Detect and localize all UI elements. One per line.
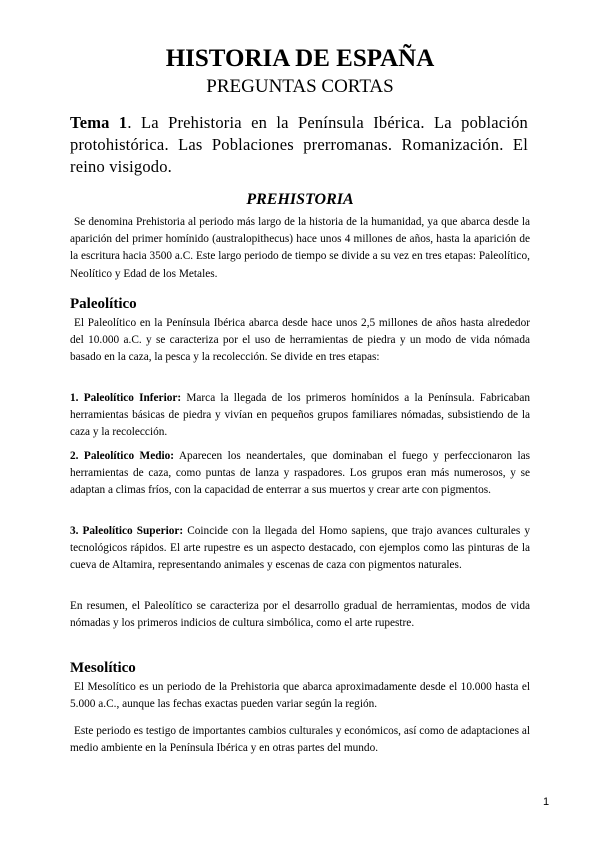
mesolitico-paragraph-1: El Mesolítico es un periodo de la Prehistoria que abarca aproximadamente desde el 10.000 hasta el 5.000 a.C., aunque las fechas exactas pueden variar según la región. (70, 681, 530, 711)
intro-paragraph: Se denomina Prehistoria al periodo más largo de la historia de la humanidad, ya que abarca desde la aparición del primer homínido (australopithecus) hace unos 4 millones de años, hasta la aparición de la escritura hacia 3500 a.C. Este largo periodo de tiempo se divide a su vez en tres etapas: Paleolítico, Neolítico y Edad de los Metales. (70, 216, 530, 280)
mesolitico-heading: Mesolítico (70, 660, 136, 676)
inferior-label: 1. Paleolítico Inferior: (70, 392, 182, 404)
resumen-paragraph: En resumen, el Paleolítico se caracteriza por el desarrollo gradual de herramientas, modos de vida nómadas y los primeros indicios de cultura simbólica, como el arte rupestre. (70, 600, 530, 630)
medio-label: 2. Paleolítico Medio: (70, 450, 175, 462)
paleolitico-intro: El Paleolítico en la Península Ibérica abarca desde hace unos 2,5 millones de años hasta alrededor del 10.000 a.C. y se caracteriza por el uso de herramientas de piedra y un modo de vida nómada basado en la caza, la pesca y la recolección. Se divide en tres etapas: (70, 317, 530, 364)
inferior-text: Marca la llegada de los primeros homínidos a la Península. Fabricaban herramientas básicas de piedra y vivían en pequeños grupos familiares nómadas, subsistiendo de la caza y la recolección. (70, 392, 530, 439)
page-number: 1 (543, 796, 550, 808)
document-title: HISTORIA DE ESPAÑA (165, 45, 435, 72)
paleolitico-inferior (70, 390, 530, 442)
paleolitico-medio (70, 448, 530, 500)
document-subtitle: PREGUNTAS CORTAS (206, 76, 394, 97)
tema-paragraph (70, 112, 528, 178)
section-title: PREHISTORIA (246, 191, 354, 208)
superior-label: 3. Paleolítico Superior: (70, 525, 184, 537)
mesolitico-paragraph-2: Este periodo es testigo de importantes cambios culturales y económicos, así como de adaptaciones al medio ambiente en la Península Ibérica y en otras partes del mundo. (70, 725, 530, 755)
medio-text: Aparecen los neandertales, que dominaban el fuego y perfeccionaron las herramientas de caza, como puntas de lanza y raspadores. Los grupos eran más numerosos, y se adaptan a climas fríos, con la capacidad de enterrar a sus muertos y crear arte con pigmentos. (70, 450, 530, 497)
superior-text: Coincide con la llegada del Homo sapiens, que trajo avances culturales y tecnológicos rápidos. El arte rupestre es un aspecto destacado, con ejemplos como las pinturas de la cueva de Altamira, representando animales y escenas de caza con pigmentos naturales. (70, 525, 530, 572)
tema-label: Tema 1 (70, 113, 128, 132)
paleolitico-heading: Paleolítico (70, 296, 137, 312)
tema-text: . La Prehistoria en la Península Ibérica. La población protohistórica. Las Poblaciones prerromanas. Romanización. El reino visigodo. (70, 113, 528, 176)
paleolitico-superior (70, 523, 530, 575)
